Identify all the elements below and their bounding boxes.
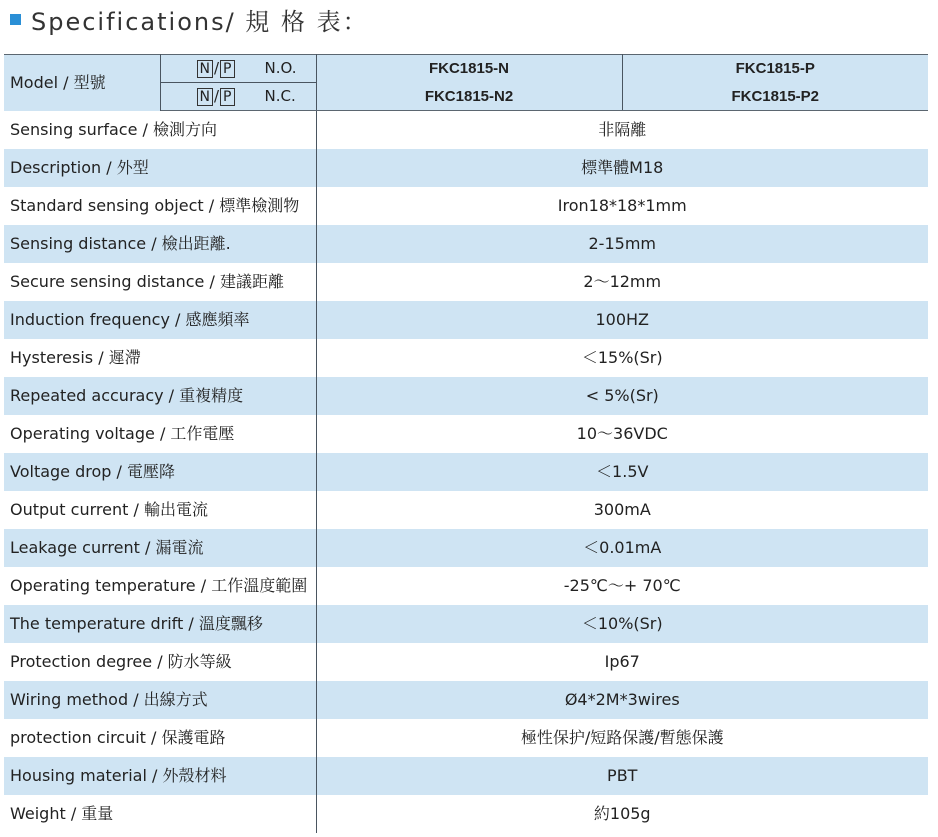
row-label: Description / 外型 xyxy=(4,149,316,187)
row-value: ＜1.5V xyxy=(316,453,928,491)
table-row xyxy=(4,567,928,605)
code-no-p: FKC1815-P xyxy=(622,55,928,83)
table-row xyxy=(4,795,928,833)
table-row xyxy=(4,263,928,301)
row-label: Weight / 重量 xyxy=(4,795,316,833)
row-label: Protection degree / 防水等級 xyxy=(4,643,316,681)
table-row xyxy=(4,339,928,377)
row-value: ＜10%(Sr) xyxy=(316,605,928,643)
row-label: Output current / 輸出電流 xyxy=(4,491,316,529)
row-label: Operating voltage / 工作電壓 xyxy=(4,415,316,453)
np-slash: / xyxy=(213,59,220,77)
section-title-text: Specifications/ 規 格 表： xyxy=(31,7,369,36)
code-nc-p: FKC1815-P2 xyxy=(622,83,928,111)
row-value: < 5%(Sr) xyxy=(316,377,928,415)
table-row xyxy=(4,111,928,150)
row-value: Ip67 xyxy=(604,652,640,671)
row-label: Housing material / 外殼材料 xyxy=(4,757,316,795)
table-row xyxy=(4,491,928,529)
table-row xyxy=(4,377,928,415)
row-value: 100HZ xyxy=(316,301,928,339)
row-value: -25℃～+ 70℃ xyxy=(563,576,681,595)
row-label: The temperature drift / 溫度飄移 xyxy=(4,605,316,643)
no-label: N.O. xyxy=(264,59,297,77)
row-label: Standard sensing object / 標準檢測物 xyxy=(4,187,316,225)
table-row xyxy=(4,681,928,719)
row-label: Operating temperature / 工作溫度範圍 xyxy=(4,567,316,605)
p-box: P xyxy=(220,88,234,106)
table-row xyxy=(4,605,928,643)
row-label: Sensing surface / 檢測方向 xyxy=(4,111,316,150)
row-value: 標準體M18 xyxy=(316,149,928,187)
row-label: Leakage current / 漏電流 xyxy=(4,529,316,567)
row-value: 非隔離 xyxy=(598,120,647,139)
row-label: Wiring method / 出線方式 xyxy=(4,681,316,719)
table-row xyxy=(4,225,928,263)
table-row xyxy=(4,719,928,757)
model-label: Model / 型號 xyxy=(4,55,160,111)
row-label: Induction frequency / 感應頻率 xyxy=(4,301,316,339)
row-label: Hysteresis / 遲滯 xyxy=(4,339,316,377)
np-slash: / xyxy=(213,87,220,105)
table-row xyxy=(4,301,928,339)
row-value: 約105g xyxy=(593,804,651,823)
row-value: Ø4*2M*3wires xyxy=(316,681,928,719)
row-label: Sensing distance / 檢出距離. xyxy=(4,225,316,263)
row-value: 10～36VDC xyxy=(576,424,668,443)
np-no-cell xyxy=(160,55,316,83)
row-value: ＜0.01mA xyxy=(316,529,928,567)
p-box: P xyxy=(220,60,234,78)
code-nc-n: FKC1815-N2 xyxy=(316,83,622,111)
table-row xyxy=(4,453,928,491)
table-row xyxy=(4,643,928,681)
n-box: N xyxy=(197,60,213,78)
code-no-n: FKC1815-N xyxy=(316,55,622,83)
row-label: protection circuit / 保護電路 xyxy=(4,719,316,757)
square-bullet-icon xyxy=(10,14,21,25)
row-value: 2-15mm xyxy=(316,225,928,263)
row-value: 2～12mm xyxy=(583,272,662,291)
row-label: Voltage drop / 電壓降 xyxy=(4,453,316,491)
table-row xyxy=(4,149,928,187)
row-label: Repeated accuracy / 重複精度 xyxy=(4,377,316,415)
row-value: PBT xyxy=(316,757,928,795)
table-row xyxy=(4,529,928,567)
header-row-no xyxy=(4,55,928,83)
row-value: Iron18*18*1mm xyxy=(557,196,687,215)
row-value: ＜15%(Sr) xyxy=(581,348,663,367)
n-box: N xyxy=(197,88,213,106)
table-row xyxy=(4,757,928,795)
np-nc-cell xyxy=(160,83,316,111)
table-row xyxy=(4,415,928,453)
row-value: 300mA xyxy=(593,500,651,519)
table-row xyxy=(4,187,928,225)
nc-label: N.C. xyxy=(264,87,296,105)
row-label: Secure sensing distance / 建議距離 xyxy=(4,263,316,301)
section-title xyxy=(8,2,369,36)
specifications-table xyxy=(4,54,928,833)
row-value: 極性保护/短路保護/暫態保護 xyxy=(520,728,724,747)
